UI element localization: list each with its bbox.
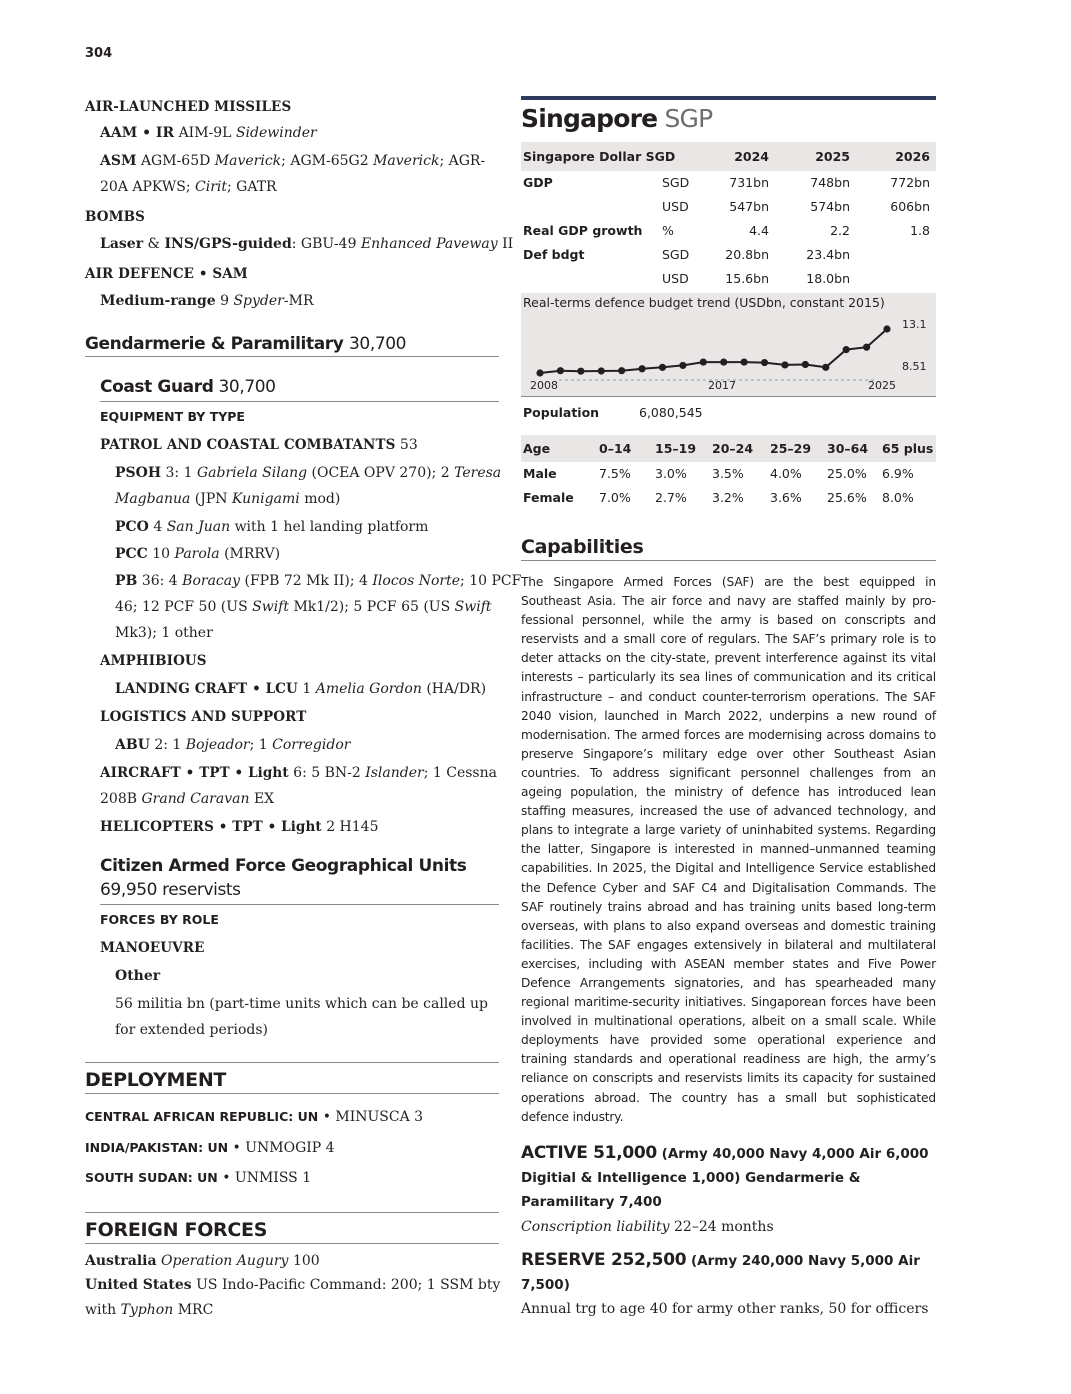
cell-value: 20.8bn [725, 247, 769, 262]
other-header: Other [115, 968, 161, 984]
landing-craft-text-a: 1 [302, 681, 312, 697]
cell-value: 2.7% [655, 490, 687, 505]
cell-value: 8.0% [882, 490, 914, 505]
deployment-item-south-sudan [85, 1165, 311, 1191]
landing-craft-name: Amelia Gordon [315, 681, 422, 697]
abu-name-2: Corregidor [272, 737, 351, 753]
deployment-item-label: CENTRAL AFRICAN REPUBLIC: UN [85, 1109, 319, 1124]
cell-value: 4.0% [770, 466, 802, 481]
country-title [521, 104, 712, 133]
chart-x-tick-label: 2025 [868, 379, 896, 392]
economic-table [521, 142, 936, 291]
us-text-2: with [85, 1302, 117, 1318]
bombs-name: Enhanced Paveway [360, 236, 498, 252]
country-code: SGP [664, 104, 713, 133]
aam-line [85, 120, 317, 146]
air-defence-suffix: -MR [283, 293, 314, 309]
chart-point [679, 362, 686, 369]
air-defence-line [85, 288, 313, 314]
air-defence-header: AIR DEFENCE • SAM [85, 266, 248, 282]
psoh-line-1 [85, 460, 501, 486]
citizen-armed-force-number: 69,950 reservists [100, 880, 241, 900]
age-bracket: 15–19 [655, 441, 697, 456]
bombs-text: : GBU-49 [291, 236, 357, 252]
cell-value: 606bn [890, 199, 930, 214]
row-unit: % [662, 223, 674, 238]
chart-x-tick-label: 2017 [708, 379, 736, 392]
asm-label: ASM [100, 153, 137, 169]
asm-name-1: Maverick [214, 153, 282, 169]
pco-text-a: 4 [153, 519, 163, 535]
table-row [521, 219, 936, 243]
asm-name-2: Maverick [373, 153, 440, 169]
asm-line-2 [85, 174, 277, 200]
asm-text-3: ; AGR- [439, 153, 486, 169]
landing-craft-label: LANDING CRAFT • LCU [115, 681, 298, 697]
age-bracket: 30–64 [827, 441, 869, 456]
forces-by-role: FORCES BY ROLE [100, 912, 219, 927]
chart-point [781, 361, 788, 368]
cell-value: 3.0% [655, 466, 687, 481]
pb-line-3 [85, 620, 213, 646]
coast-guard-name: Coast Guard [100, 377, 214, 397]
militia-line-1: 56 militia bn (part-time units which can be called up [115, 996, 488, 1012]
cell-value: 15.6bn [725, 271, 769, 286]
chart-point [557, 367, 564, 374]
abu-label: ABU [115, 737, 150, 753]
psoh-text-c: (JPN [194, 491, 228, 507]
row-label: Male [523, 466, 557, 481]
age-table-header [521, 435, 936, 462]
psoh-name-1: Gabriela Silang [196, 465, 308, 481]
aircraft-name-1: Islander [365, 765, 424, 781]
pcc-text-a: 10 [152, 546, 171, 562]
country-top-rule [521, 96, 936, 100]
asm-text-5: ; GATR [227, 179, 277, 195]
pb-label: PB [115, 573, 138, 589]
psoh-text-a: 3: 1 [165, 465, 193, 481]
table-row [521, 243, 936, 267]
pcc-text-b: (MRRV) [224, 546, 281, 562]
bombs-suffix: II [502, 236, 514, 252]
landing-craft-text-b: (HA/DR) [426, 681, 487, 697]
aircraft-text-c: 208B [100, 791, 138, 807]
chart-point [863, 344, 870, 351]
bombs-amp: & [147, 236, 161, 252]
coast-guard-number: 30,700 [218, 377, 276, 397]
reserve-total: RESERVE 252,500 [521, 1250, 687, 1270]
pb-text-e: Mk1/2); 5 PCF 65 (US [293, 599, 451, 615]
cell-value: 4.4 [749, 223, 769, 238]
chart-point [761, 359, 768, 366]
cell-value: 23.4bn [806, 247, 850, 262]
age-bracket: 65 plus [882, 441, 934, 456]
helicopters-line [85, 814, 378, 840]
cell-value: 3.2% [712, 490, 744, 505]
aam-text: AIM-9L [178, 125, 232, 141]
bombs-label-2: INS/GPS-guided [164, 236, 292, 252]
abu-text-a: 2: 1 [154, 737, 182, 753]
chart-point [536, 369, 543, 376]
deployment-item-india-pakistan [85, 1135, 335, 1161]
population-label: Population [523, 405, 600, 420]
chart-point [883, 325, 890, 332]
row-label: Def bdgt [523, 247, 585, 262]
australia-label: Australia [85, 1253, 157, 1269]
aam-name: Sidewinder [235, 125, 317, 141]
cell-value: 7.0% [599, 490, 631, 505]
table-row [521, 486, 936, 510]
page-number: 304 [85, 46, 113, 61]
cell-value: 3.6% [770, 490, 802, 505]
chart-point [741, 358, 748, 365]
psoh-text-b: (OCEA OPV 270); 2 [311, 465, 450, 481]
cell-value: 748bn [810, 175, 850, 190]
aircraft-name-2: Grand Caravan [141, 791, 250, 807]
row-unit: SGD [662, 175, 690, 190]
gendarmerie-heading [85, 334, 499, 357]
amphibious-header: AMPHIBIOUS [100, 653, 207, 669]
row-label: Female [523, 490, 574, 505]
psoh-name-4: Kunigami [232, 491, 300, 507]
year-header: 2026 [895, 149, 930, 164]
chart-points [536, 325, 890, 376]
patrol-header: PATROL AND COASTAL COMBATANTS [100, 437, 396, 453]
abu-text-b: ; 1 [249, 737, 268, 753]
pb-line-1 [85, 568, 521, 594]
table-row [521, 462, 936, 486]
cell-value: 1.8 [910, 223, 930, 238]
population-value: 6,080,545 [639, 405, 703, 420]
conscription-note [521, 1216, 936, 1238]
psoh-name-3: Magbanua [115, 491, 191, 507]
pb-line-2 [85, 594, 492, 620]
australia-operation: Operation Augury [161, 1253, 289, 1269]
landing-craft-line [85, 676, 486, 702]
asm-text-2: ; AGM-65G2 [281, 153, 369, 169]
age-bracket: 20–24 [712, 441, 754, 456]
reserve-heading [521, 1248, 936, 1297]
budget-trend-chart [521, 293, 936, 397]
citizen-armed-force-heading [100, 854, 499, 905]
pb-text-f: Mk3); 1 other [115, 625, 213, 641]
row-unit: USD [662, 199, 689, 214]
economic-table-header [521, 142, 936, 171]
deployment-header: DEPLOYMENT [85, 1062, 499, 1094]
table-row [521, 267, 936, 291]
chart-point [638, 365, 645, 372]
air-defence-text: 9 [220, 293, 230, 309]
abu-name-1: Bojeador [185, 737, 250, 753]
chart-point [659, 364, 666, 371]
aircraft-line-2 [85, 786, 274, 812]
aam-label: AAM • IR [100, 125, 175, 141]
foreign-australia [85, 1248, 320, 1274]
asm-text-1: AGM-65D [140, 153, 211, 169]
cell-value: 3.5% [712, 466, 744, 481]
active-total: ACTIVE 51,000 [521, 1143, 657, 1163]
age-bracket: 0–14 [599, 441, 632, 456]
patrol-number: 53 [399, 437, 418, 453]
asm-line-1 [85, 148, 485, 174]
age-table [521, 435, 936, 510]
row-unit: SGD [662, 247, 690, 262]
cell-value: 18.0bn [806, 271, 850, 286]
pco-name: San Juan [166, 519, 231, 535]
deployment-item-text: • UNMOGIP 4 [232, 1140, 335, 1156]
helicopters-label: HELICOPTERS • TPT • Light [100, 819, 322, 835]
deployment-item-car [85, 1104, 423, 1130]
us-label: United States [85, 1277, 192, 1293]
chart-series-line [540, 329, 887, 373]
gendarmerie-number: 30,700 [348, 334, 407, 354]
row-label: GDP [523, 175, 553, 190]
helicopters-text: 2 H145 [326, 819, 379, 835]
foreign-us-line-1 [85, 1272, 500, 1298]
row-unit: USD [662, 271, 689, 286]
gendarmerie-name: Gendarmerie & Paramilitary [85, 334, 344, 354]
reserve-detail: (Army 240,000 Navy 5,000 Air 7,500) [521, 1253, 920, 1293]
year-header: 2025 [815, 149, 850, 164]
us-text-3: MRC [177, 1302, 214, 1318]
pco-label: PCO [115, 519, 149, 535]
conscription-value: 22–24 months [674, 1219, 774, 1235]
asm-name-3: Cirit [195, 179, 228, 195]
chart-title: Real-terms defence budget trend (USDbn, constant 2015) [523, 295, 885, 310]
cell-value: 2.2 [830, 223, 850, 238]
aircraft-text-b: ; 1 Cessna [423, 765, 497, 781]
chart-canvas [521, 293, 936, 397]
aircraft-label: AIRCRAFT • TPT • Light [100, 765, 289, 781]
foreign-us-line-2 [85, 1297, 213, 1323]
pb-name-2: Ilocos Norte [372, 573, 461, 589]
aircraft-text-d: EX [253, 791, 275, 807]
pcc-label: PCC [115, 546, 148, 562]
pcc-name: Parola [174, 546, 220, 562]
psoh-name-2: Teresa [454, 465, 502, 481]
chart-point [843, 346, 850, 353]
logistics-header: LOGISTICS AND SUPPORT [100, 709, 307, 725]
chart-x-tick-label: 2008 [530, 379, 558, 392]
chart-point [720, 358, 727, 365]
aircraft-line-1 [85, 760, 497, 786]
pb-name-3: Swift [252, 599, 289, 615]
cell-value: 731bn [729, 175, 769, 190]
us-text: US Indo-Pacific Command: 200; 1 SSM bty [196, 1277, 501, 1293]
pb-text-a: 36: 4 [141, 573, 178, 589]
chart-point [598, 367, 605, 374]
pb-name-1: Boracay [182, 573, 241, 589]
australia-number: 100 [292, 1253, 320, 1269]
psoh-line-2 [85, 486, 340, 512]
pb-text-c: ; 10 PCF [460, 573, 522, 589]
pb-text-d: 46; 12 PCF 50 (US [115, 599, 248, 615]
pb-name-4: Swift [454, 599, 492, 615]
pcc-line [85, 541, 280, 567]
deployment-item-label: SOUTH SUDAN: UN [85, 1170, 218, 1185]
table-row [521, 171, 936, 195]
patrol-line [85, 432, 418, 458]
pb-text-b: (FPB 72 Mk II); 4 [244, 573, 368, 589]
pco-line [85, 514, 428, 540]
cell-value: 25.0% [827, 466, 867, 481]
deployment-item-text: • MINUSCA 3 [322, 1109, 424, 1125]
cell-value: 7.5% [599, 466, 631, 481]
chart-min-label: 8.51 [902, 360, 927, 373]
table-row [521, 195, 936, 219]
population-row [521, 402, 936, 424]
bombs-header: BOMBS [85, 209, 146, 225]
deployment-item-label: INDIA/PAKISTAN: UN [85, 1140, 229, 1155]
coast-guard-heading [100, 375, 499, 402]
chart-point [822, 364, 829, 371]
cell-value: 574bn [810, 199, 850, 214]
abu-line [85, 732, 350, 758]
air-launched-missiles-header: AIR-LAUNCHED MISSILES [85, 99, 292, 115]
row-label: Real GDP growth [523, 223, 643, 238]
chart-point [700, 358, 707, 365]
psoh-text-d: mod) [304, 491, 341, 507]
aircraft-text-a: 6: 5 BN-2 [293, 765, 361, 781]
year-header: 2024 [734, 149, 769, 164]
bombs-label: Laser [100, 236, 144, 252]
age-header-label: Age [523, 441, 551, 456]
conscription-label: Conscription liability [521, 1219, 670, 1235]
bombs-line [85, 231, 513, 257]
citizen-armed-force-name: Citizen Armed Force Geographical Units [100, 856, 467, 876]
us-system-name: Typhon [120, 1302, 174, 1318]
manoeuvre-header: MANOEUVRE [100, 940, 205, 956]
chart-point [577, 368, 584, 375]
active-heading [521, 1141, 936, 1214]
foreign-forces-header: FOREIGN FORCES [85, 1212, 499, 1244]
equipment-by-type: EQUIPMENT BY TYPE [100, 409, 245, 424]
currency-label: Singapore Dollar SGD [523, 149, 676, 164]
militia-line-2: for extended periods) [115, 1022, 268, 1038]
capabilities-header: Capabilities [521, 536, 936, 561]
cell-value: 6.9% [882, 466, 914, 481]
chart-point [802, 361, 809, 368]
psoh-label: PSOH [115, 465, 162, 481]
asm-text-4: 20A APKWS; [100, 179, 191, 195]
cell-value: 772bn [890, 175, 930, 190]
air-defence-name: Spyder [233, 293, 284, 309]
chart-point [618, 367, 625, 374]
active-detail: (Army 40,000 Navy 4,000 Air 6,000 Digitial & Intelligence 1,000) Gendarmerie & Paramilitary 7,400 [521, 1146, 929, 1210]
air-defence-label: Medium-range [100, 293, 216, 309]
age-bracket: 25–29 [770, 441, 812, 456]
cell-value: 547bn [729, 199, 769, 214]
pco-text-b: with 1 hel landing platform [234, 519, 429, 535]
deployment-item-text: • UNMISS 1 [222, 1170, 312, 1186]
capabilities-text: The Singapore Armed Forces (SAF) are the best equipped in Southeast Asia. The air force and navy are staffed mainly by professional personnel, while the army is based on conscripts and reservists and a small core of regulars. The SAF’s primary role is to deter attacks on the city-state, prevent interference against its vital interests – particularly its sea lines of communication and its critical infrastructure – and conduct counter-terrorism operations. The SAF 2040 vision, launched in March 2022, underpins a new round of modernisation. The armed forces are modernising across domains to preserve Singapore’s military edge over other Southeast Asian countries. To address significant personnel challenges from an ageing population, the ministry of defence has introduced lean staffing measures, increased the use of advanced technology, and plans to integrate a large variety of uninhabited systems. Regarding the latter, Singapore is interested in manned–unmanned teaming capabilities. In 2025, the Digital and Intelligence Service established the Defence Cyber and SAF C4 and Digitalisation Commands. The SAF routinely trains abroad and has training units based long-term overseas, with plans to also expand overseas and domestic training facilities. The SAF engages extensively in bilateral and multilateral exercises, including with ASEAN member states and Five Power Defence Arrangements signatories, and has spearheaded many regional maritime-security initiatives. Singaporean forces have been involved in multinational operations, albeit on a small scale. While deployments have provided some operational experience and training standards and operational readiness are high, the army’s reliance on conscripts and reservists limits its capacity for sustained operations abroad. The country has a small but sophisticated defence industry. [521, 575, 936, 1124]
chart-max-label: 13.1 [902, 318, 927, 331]
country-name: Singapore [521, 104, 658, 133]
reserve-note: Annual trg to age 40 for army other ranks, 50 for officers [521, 1301, 929, 1317]
cell-value: 25.6% [827, 490, 867, 505]
